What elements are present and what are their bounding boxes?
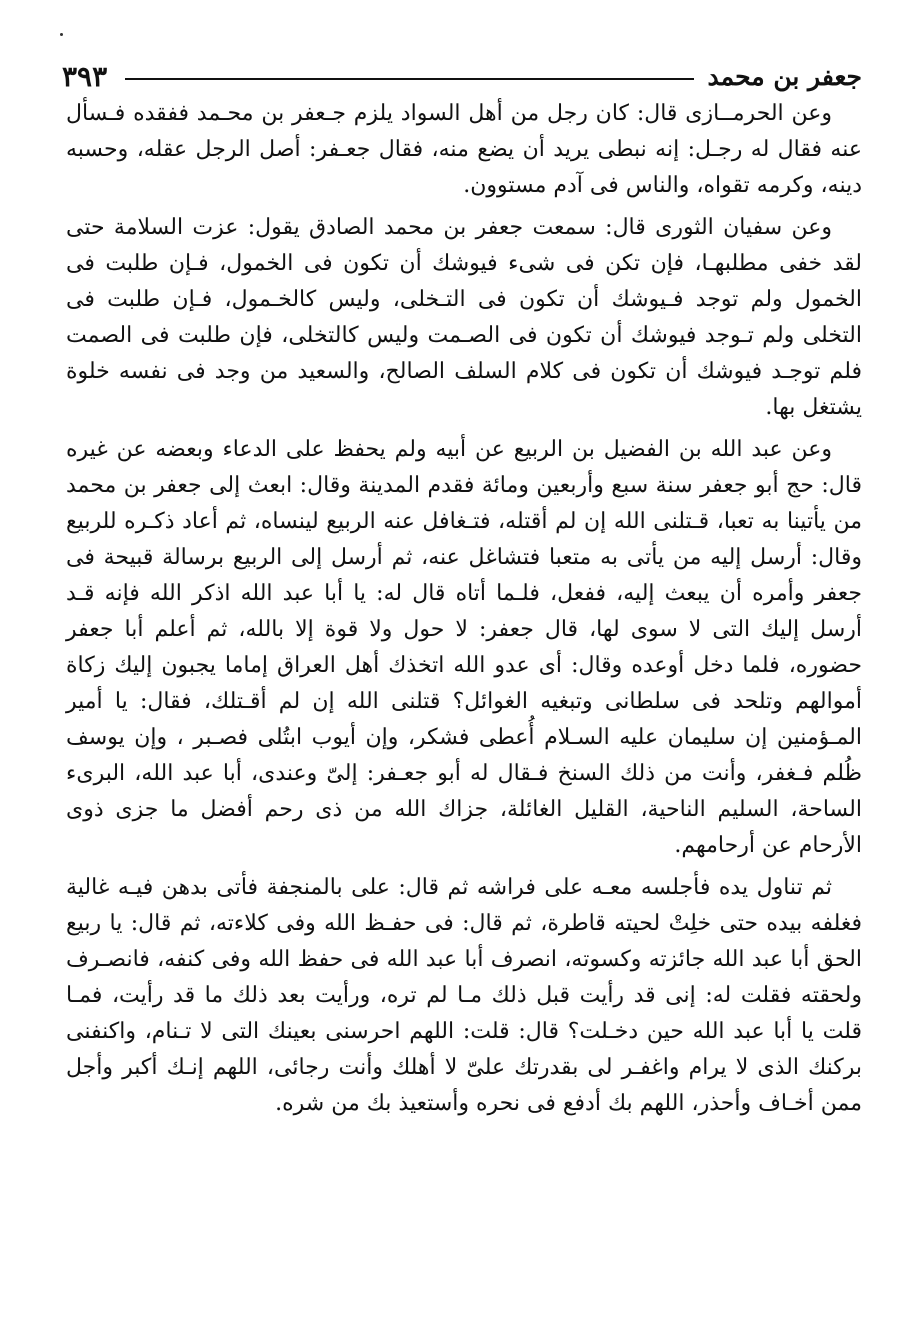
paragraph-abdullah-fudayl: وعن عبد الله بن الفضيل بن الربيع عن أبيه ولم يحفظ على الدعاء وبعضه عن غيره قال: حج أبو جعفر سنة سبع وأربعين ومائة فقدم المدينة وقال: ابعث إلى جعفر بن محمد من يأتينا به تعبا، قـتلنى الله إن لم أقتله، فتـغافل عنه الربيع لينساه، ثم أعاد ذكـره للربيع وقال: أرسل إليه من يأتى به متعبا فتشاغل عنه، ثم أرسل إلى الربيع برسالة قبيحة فى جعفر وأمره أن يبعث إليه، ففعل، فلـما أتاه قال له: يا أبا عبد الله اذكر الله فإنه قـد أرسل إليك التى لا سوى لها، قال جعفر: لا حول ولا قوة إلا بالله، ثم أعلم أبا جعفر حضوره، فلما دخل أوعده وقال: أى عدو الله اتخذك أهل العراق إماما يجبون إليك زكاة أموالهم وتلحد فى سلطانى وتبغيه الغوائل؟ قتلنى الله إن لم أقـتلك، فقال: يا أمير المـؤمنين إن سليمان عليه السـلام أُعطى فشكر، وإن أيوب ابتُلى فصـبر ، وإن يوسف ظُلم فـغفر، وأنت من ذلك السنخ فـقال له أبو جعـفر: إلىّ وعندى، أبا عبد الله، البرىء الساحة، السليم الناحية، القليل الغائلة، جزاك الله من ذى رحم أفضل ما جزى ذوى الأرحام عن أرحامهم. [66, 437, 862, 858]
page-header [62, 56, 862, 96]
page-number: ٣٩٣ [62, 59, 108, 93]
header-rule [125, 78, 693, 80]
paragraph-prayer: ثم تناول يده فأجلسه معـه على فراشه ثم قال: على بالمنجفة فأتى بدهن فيـه غالية فغلفه بيده حتى خلِتْ لحيته قاطرة، ثم قال: فى حفـظ الله وفى كلاءته، ثم قال: يا ربيع الحق أبا عبد الله جائزته وكسوته، انصرف أبا عبد الله فى حفظ الله وفى كنفه، فانصـرف ولحقته فقلت له: إنى قد رأيت قبل ذلك مـا لم تره، ورأيت بعد ذلك ما قد رأيت، فمـا قلت يا أبا عبد الله حين دخـلت؟ قال: قلت: اللهم احرسنى بعينك التى لا تـنام، واكنفنى بركنك الذى لا يرام واغفـر لى بقدرتك علىّ لا أهلك وأنت رجائى، اللهم إنـك أكبر وأجل ممن أخـاف وأحذر، اللهم بك أدفع فى نحره وأستعيذ بك من شره. [66, 875, 862, 1116]
margin-mark [60, 33, 63, 36]
paragraph-hurmazi: وعن الحرمــازى قال: كان رجل من أهل السواد يلزم جـعفر بن محـمد ففقده فـسأل عنه فقال له رجـل: إنه نبطى يريد أن يضع منه، فقال جعـفر: أصل الرجل عقله، وحسبه دينه، وكرمه تقواه، والناس فى آدم مستوون. [66, 101, 862, 198]
running-title: جعفر بن محمد [707, 61, 862, 91]
body-text [66, 96, 862, 1128]
paragraph-sufyan-thawri: وعن سفيان الثورى قال: سمعت جعفر بن محمد الصادق يقول: عزت السلامة حتى لقد خفى مطلبهـا، فإن تكن فى شىء فيوشك أن تكون فى الخمول، فـإن طلبت فى الخمول ولم توجد فـيوشك أن تكون فى التـخلى، وليس كالخـمول، فـإن طلبت فى التخلى ولم تـوجد فيوشك أن تكون فى الصـمت وليس كالتخلى، فإن طلبت فى الصمت فلم توجـد فيوشك أن تكون فى كلام السلف الصالح، والسعيد من وجد فى نفسه خلوة يشتغل بها. [66, 215, 862, 420]
